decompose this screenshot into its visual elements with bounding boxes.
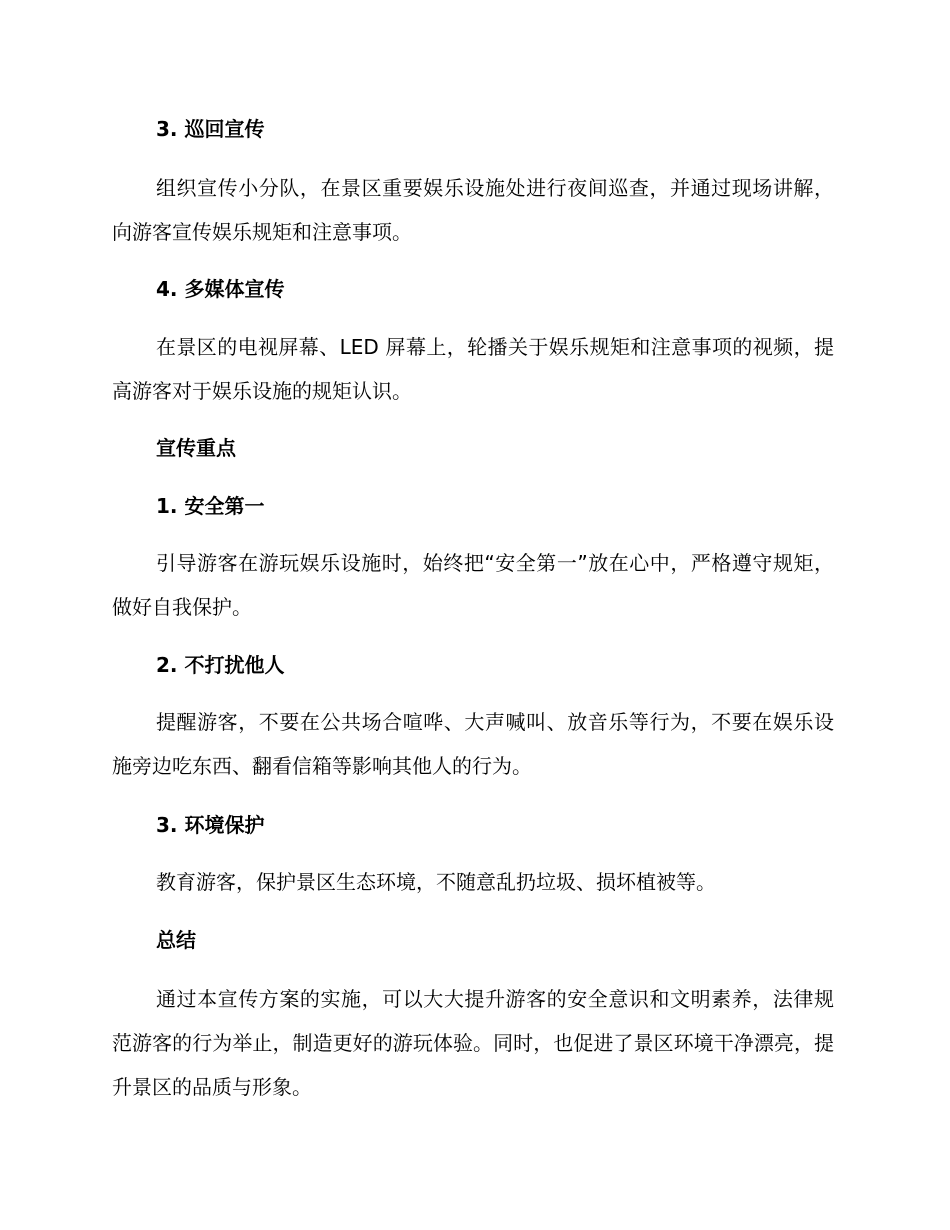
section-paragraph-do-not-disturb: 提醒游客，不要在公共场合喧哗、大声喊叫、放音乐等行为，不要在娱乐设施旁边吃东西、翻看信箱等影响其他人的行为。: [112, 710, 834, 778]
section-heading-multimedia-publicity: 4. 多媒体宣传: [156, 277, 285, 301]
section-heading-summary: 总结: [156, 928, 196, 952]
section-paragraph-patrol-publicity: 组织宣传小分队，在景区重要娱乐设施处进行夜间巡查，并通过现场讲解，向游客宣传娱乐规矩和注意事项。: [112, 176, 834, 244]
section-heading-do-not-disturb: 2. 不打扰他人: [156, 653, 285, 677]
section-paragraph-safety-first: 引导游客在游玩娱乐设施时，始终把“安全第一”放在心中，严格遵守规矩，做好自我保护。: [112, 551, 834, 619]
section-paragraph-multimedia-publicity: 在景区的电视屏幕、LED 屏幕上，轮播关于娱乐规矩和注意事项的视频，提高游客对于娱乐设施的规矩认识。: [112, 335, 834, 403]
section-heading-publicity-focus: 宣传重点: [156, 436, 236, 460]
section-paragraph-summary: 通过本宣传方案的实施，可以大大提升游客的安全意识和文明素养，法律规范游客的行为举止，制造更好的游玩体验。同时，也促进了景区环境干净漂亮，提升景区的品质与形象。: [112, 987, 834, 1099]
section-heading-patrol-publicity: 3. 巡回宣传: [156, 117, 265, 141]
section-paragraph-environmental-protection: 教育游客，保护景区生态环境，不随意乱扔垃圾、损坏植被等。: [156, 870, 716, 894]
section-heading-environmental-protection: 3. 环境保护: [156, 813, 265, 837]
section-heading-safety-first: 1. 安全第一: [156, 494, 265, 518]
